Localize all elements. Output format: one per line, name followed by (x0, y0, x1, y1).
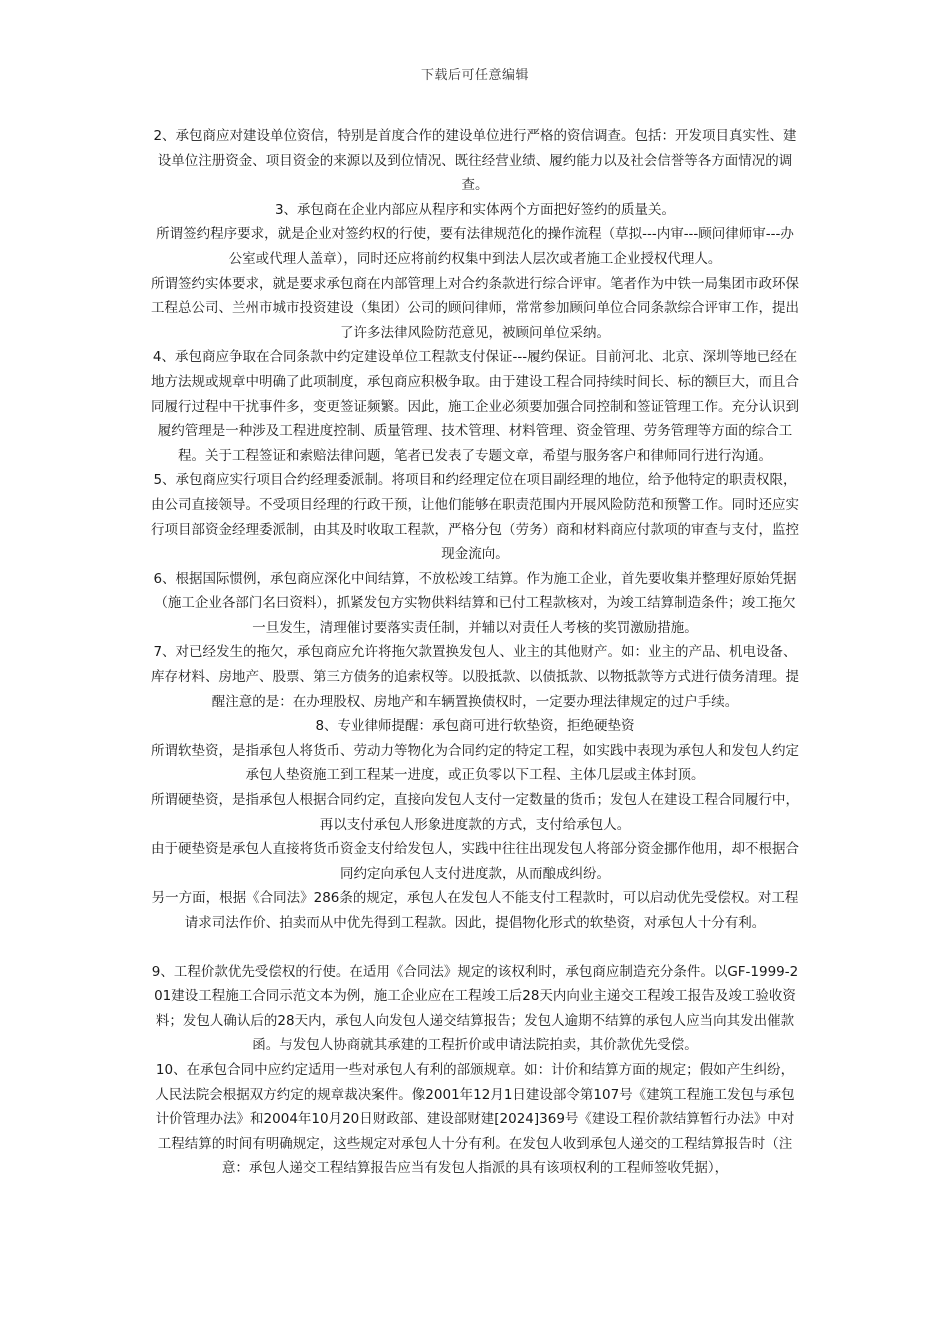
paragraph-2: 2、承包商应对建设单位资信，特别是首度合作的建设单位进行严格的资信调查。包括：开发项目真实性、建设单位注册资金、项目资金的来源以及到位情况、既往经营业绩、履约能力以及社会信誉等各方面情况的调查。 (153, 128, 797, 194)
paragraph-3: 3、承包商在企业内部应从程序和实体两个方面把好签约的质量关。 (274, 201, 676, 218)
paragraph-4: 4、承包商应争取在合同条款中约定建设单位工程款支付保证---履约保证。目前河北、北京、深圳等地已经在地方法规或规章中明确了此项制度，承包商应积极争取。由于建设工程合同持续时间长、标的额巨大，而且合同履行过程中干扰事件多，变更签证频繁。因此，施工企业必须要加强合同控制和签证管理工作。充分认识到履约管理是一种涉及工程进度控制、质量管理、技术管理、材料管理、资金管理、劳务管理等方面的综合工程。关于工程签证和索赔法律问题，笔者已发表了专题文章，希望与服务客户和律师同行进行沟通。 (151, 349, 799, 464)
paragraph-8-heading: 8、专业律师提醒：承包商可进行软垫资，拒绝硬垫资 (315, 718, 635, 735)
blank-line (0, 936, 950, 960)
paragraph-5: 5、承包商应实行项目合约经理委派制。将项目和约经理定位在项目副经理的地位，给予他特定的职责权限，由公司直接领导。不受项目经理的行政干预，让他们能够在职责范围内开展风险防范和预警工作。同时还应实行项目部资金经理委派制，由其及时收取工程款，严格分包（劳务）商和材料商应付款项的审查与支付，监控现金流向。 (151, 472, 799, 563)
page-header: 下载后可任意编辑 (420, 68, 529, 83)
paragraph-soft-advance: 所谓软垫资，是指承包人将货币、劳动力等物化为合同约定的特定工程，如实践中表现为承包人和发包人约定承包人垫资施工到工程某一进度，或正负零以下工程、主体几层或主体封顶。 (151, 742, 799, 784)
document-body (0, 124, 950, 1181)
paragraph-hard-advance: 所谓硬垫资，是指承包人根据合同约定，直接向发包人支付一定数量的货币；发包人在建设工程合同履行中，再以支付承包人形象进度款的方式，支付给承包人。 (151, 792, 799, 833)
paragraph-contract-law-286: 另一方面，根据《合同法》286条的规定，承包人在发包人不能支付工程款时，可以启动优先受偿权。对工程请求司法作价、拍卖而从中优先得到工程款。因此，提倡物化形式的软垫资，对承包人十分有利。 (151, 890, 799, 931)
paragraph-signing-procedure: 所谓签约程序要求，就是企业对签约权的行使，要有法律规范化的操作流程（草拟---内审---顾问律师审---办公室或代理人盖章），同时还应将前约权集中到法人层次或者施工企业授权代理人。 (156, 226, 794, 267)
paragraph-hard-advance-risk: 由于硬垫资是承包人直接将货币资金支付给发包人，实践中往往出现发包人将部分资金挪作他用，却不根据合同约定向承包人支付进度款，从而酿成纠纷。 (151, 841, 799, 882)
paragraph-7: 7、对已经发生的拖欠，承包商应允许将拖欠款置换发包人、业主的其他财产。如：业主的产品、机电设备、库存材料、房地产、股票、第三方债务的追索权等。以股抵款、以债抵款、以物抵款等方式进行债务清理。提醒注意的是：在办理股权、房地产和车辆置换债权时，一定要办理法律规定的过户手续。 (151, 644, 799, 710)
paragraph-9: 9、工程价款优先受偿权的行使。在适用《合同法》规定的该权利时，承包商应制造充分条件。以GF-1999-201建设工程施工合同示范文本为例，施工企业应在工程竣工后28天内向业主递交工程竣工报告及竣工验收资料；发包人确认后的28天内，承包人向发包人递交结算报告；发包人逾期不结算的承包人应当向其发出催款函。与发包人协商就其承建的工程折价或申请法院拍卖，其价款优先受偿。 (151, 963, 799, 1054)
paragraph-10: 10、在承包合同中应约定适用一些对承包人有利的部颁规章。如：计价和结算方面的规定；假如产生纠纷，人民法院会根据双方约定的规章裁决案件。像2001年12月1日建设部令第107号《建筑工程施工发包与承包计价管理办法》和2004年10月20日财政部、建设部财建[2024]369号《建设工程价款结算暂行办法》中对工程结算的时间有明确规定，这些规定对承包人十分有利。在发包人收到承包人递交的工程结算报告时（注意：承包人递交工程结算报告应当有发包人指派的具有该项权利的工程师签收凭据）， (155, 1061, 795, 1177)
paragraph-signing-substance: 所谓签约实体要求，就是要求承包商在内部管理上对合约条款进行综合评审。笔者作为中铁一局集团市政环保工程总公司、兰州市城市投资建设（集团）公司的顾问律师，常常参加顾问单位合同条款综合评审工作，提出了许多法律风险防范意见，被顾问单位采纳。 (151, 275, 799, 341)
paragraph-6: 6、根据国际惯例，承包商应深化中间结算，不放松竣工结算。作为施工企业，首先要收集并整理好原始凭据（施工企业各部门名曰资料），抓紧发包方实物供料结算和已付工程款核对，为竣工结算制造条件；竣工拖欠一旦发生，清理催讨要落实责任制，并辅以对责任人考核的奖罚激励措施。 (153, 570, 797, 636)
